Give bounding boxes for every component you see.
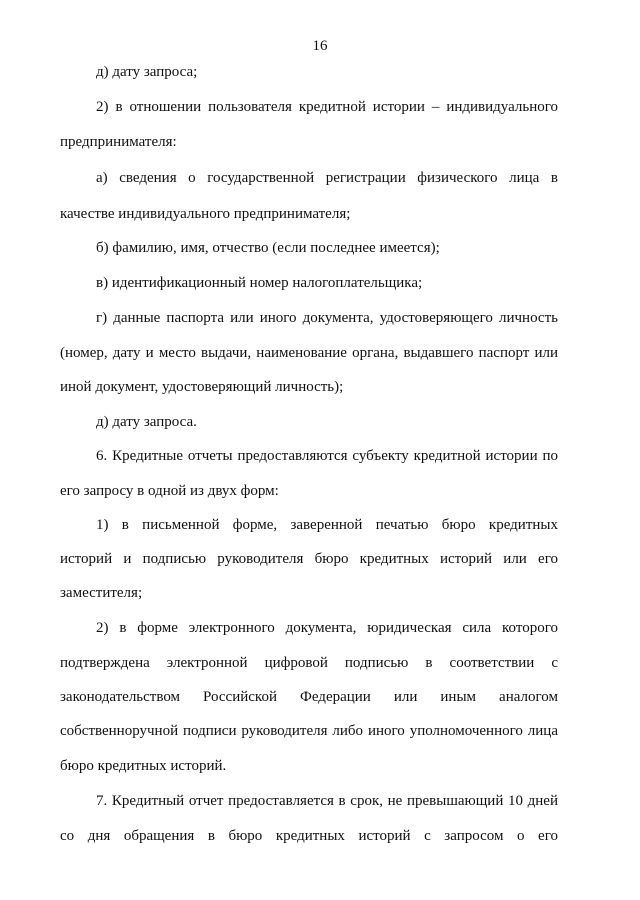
- text-line: 2) в отношении пользователя кредитной истории – индивидуального: [96, 99, 558, 115]
- text-line: 7. Кредитный отчет предоставляется в срок, не превышающий 10 дней: [96, 793, 558, 809]
- text-line: бюро кредитных историй.: [60, 758, 227, 774]
- text-line: заместителя;: [60, 585, 143, 601]
- text-line: качестве индивидуального предпринимателя;: [60, 206, 351, 222]
- text-line: б) фамилию, имя, отчество (если последнее имеется);: [96, 240, 440, 256]
- text-line: 1) в письменной форме, заверенной печатью бюро кредитных: [96, 517, 558, 533]
- text-line: законодательством Российской Федерации или иным аналогом: [60, 689, 558, 705]
- text-line: 6. Кредитные отчеты предоставляются субъекту кредитной истории по: [96, 448, 558, 464]
- text-line: (номер, дату и место выдачи, наименование органа, выдавшего паспорт или: [60, 345, 558, 361]
- text-line: иной документ, удостоверяющий личность);: [60, 379, 344, 395]
- text-line: 2) в форме электронного документа, юридическая сила которого: [96, 620, 558, 636]
- text-line: предпринимателя:: [60, 134, 177, 150]
- text-line: его запросу в одной из двух форм:: [60, 483, 279, 499]
- text-line: д) дату запроса;: [96, 64, 198, 80]
- page-number: 16: [312, 38, 328, 54]
- text-line: а) сведения о государственной регистрации физического лица в: [96, 170, 558, 186]
- text-line: со дня обращения в бюро кредитных историй с запросом о его: [60, 828, 558, 844]
- text-line: г) данные паспорта или иного документа, удостоверяющего личность: [96, 310, 558, 326]
- text-line: подтверждена электронной цифровой подписью в соответствии с: [60, 655, 558, 671]
- text-line: в) идентификационный номер налогоплательщика;: [96, 275, 423, 291]
- text-line: собственноручной подписи руководителя либо иного уполномоченного лица: [60, 723, 558, 739]
- text-line: д) дату запроса.: [96, 414, 197, 430]
- text-line: историй и подписью руководителя бюро кредитных историй или его: [60, 551, 558, 567]
